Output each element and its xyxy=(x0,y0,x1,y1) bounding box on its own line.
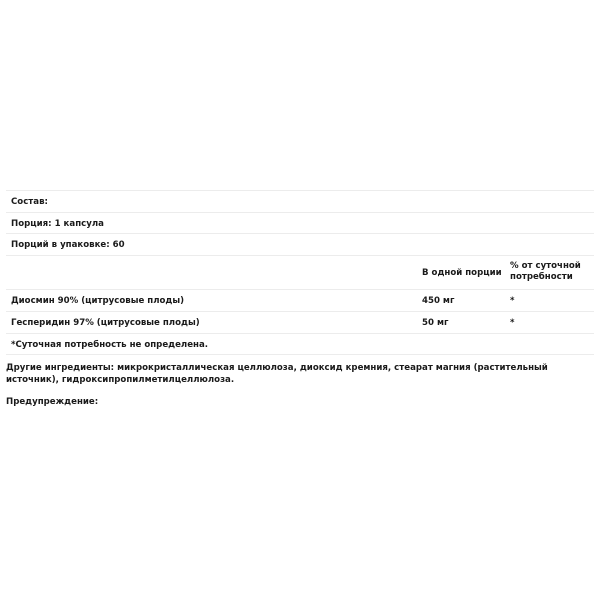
footnote: *Суточная потребность не определена. xyxy=(11,339,209,350)
daily-value-header-line-2: потребности xyxy=(510,271,573,282)
nutrient-daily-value: * xyxy=(510,295,515,306)
facts-title-row xyxy=(6,191,594,213)
column-header-row xyxy=(6,256,594,290)
warning-heading: Предупреждение: xyxy=(6,397,99,407)
other-ingredients: Другие ингредиенты: микрокристаллическая целлюлоза, диоксид кремния, стеарат магния (растительный источник), гидроксипропилметилцеллюлоза. xyxy=(6,363,548,385)
amount-column-header: В одной порции xyxy=(422,267,502,278)
footnote-row xyxy=(6,334,594,356)
daily-value-column-header xyxy=(510,261,581,283)
servings-per-container: Порций в упаковке: 60 xyxy=(11,240,125,250)
nutrient-amount: 50 мг xyxy=(422,317,449,328)
serving-size: Порция: 1 капсула xyxy=(11,218,104,229)
supplement-facts-table xyxy=(6,190,594,355)
serving-size-row xyxy=(6,213,594,235)
servings-per-container-row xyxy=(6,234,594,256)
nutrient-row xyxy=(6,290,594,312)
nutrient-amount: 450 мг xyxy=(422,295,455,306)
nutrient-name: Гесперидин 97% (цитрусовые плоды) xyxy=(11,317,200,328)
nutrient-row xyxy=(6,312,594,334)
nutrient-daily-value: * xyxy=(510,317,515,328)
facts-title: Состав: xyxy=(11,197,48,207)
nutrient-name: Диосмин 90% (цитрусовые плоды) xyxy=(11,295,185,306)
daily-value-header-line-1: % от суточной xyxy=(510,260,581,271)
